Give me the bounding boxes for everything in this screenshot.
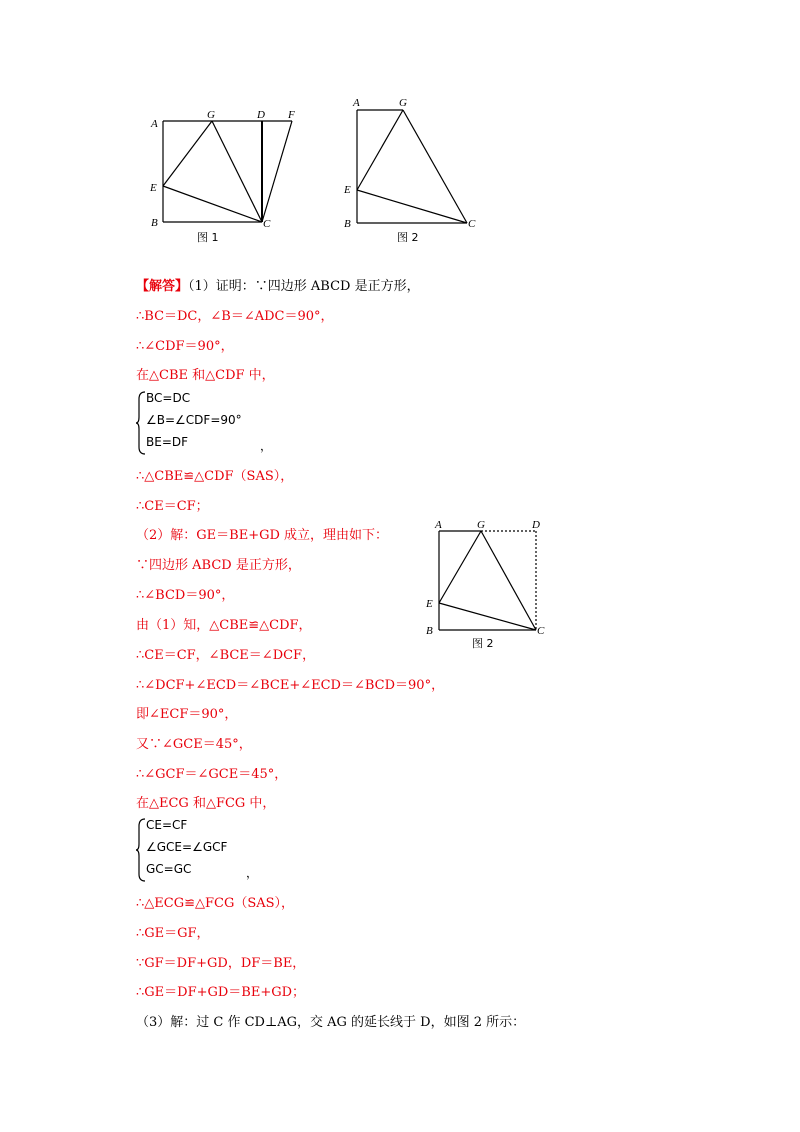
system2-tail: ，: [246, 866, 259, 880]
solution-line-15: ∴∠GCF＝∠GCE＝45°，: [136, 767, 288, 782]
solution-line-16: 在△ECG 和△FCG 中，: [136, 796, 276, 811]
fig1-caption: 图 1: [197, 231, 219, 244]
solution-line-11: ∴CE＝CF，∠BCE＝∠DCF，: [136, 648, 316, 663]
system1-row-2: ∠B=∠CDF=90°: [146, 413, 242, 427]
fig3-label-a: A: [435, 519, 442, 531]
fig1-label-f: F: [288, 109, 295, 121]
fig1-label-b: B: [151, 217, 158, 229]
brace-icon: [136, 391, 146, 455]
fig3-label-d: D: [532, 519, 540, 531]
solution-line-7: （2）解：GE＝BE+GD 成立，理由如下：: [136, 528, 389, 543]
figure-1: [140, 100, 310, 245]
brace-icon: [136, 818, 146, 882]
solution-line-21: （3）解：过 C 作 CD⊥AG，交 AG 的延长线于 D，如图 2 所示：: [136, 1015, 526, 1030]
solution-line-19: ∵GF＝DF+GD，DF＝BE，: [136, 956, 306, 971]
solution-line-12: ∴∠DCF+∠ECD＝∠BCE+∠ECD＝∠BCD＝90°，: [136, 678, 445, 693]
fig2-label-a: A: [353, 97, 360, 109]
solution-line-2: ∴BC＝DC，∠B＝∠ADC＝90°，: [136, 309, 334, 324]
solution-line-9: ∴∠BCD＝90°，: [136, 588, 235, 603]
fig2-label-g: G: [399, 97, 407, 109]
fig1-label-e: E: [150, 182, 157, 194]
fig3-label-g: G: [477, 519, 485, 531]
fig1-label-c: C: [263, 218, 271, 230]
solution-line-17: ∴△ECG≌△FCG（SAS），: [136, 896, 295, 911]
equation-system-1: [136, 391, 336, 455]
solution-line-1: [136, 275, 420, 294]
system1-row-1: BC=DC: [146, 391, 191, 405]
solution-line-13: 即∠ECF＝90°，: [136, 707, 238, 722]
fig1-label-d: D: [257, 109, 265, 121]
fig1-label-g: G: [207, 109, 215, 121]
system1-row-3: BE=DF: [146, 435, 189, 449]
fig3-caption: 图 2: [472, 637, 494, 650]
figure-3: [418, 518, 558, 653]
figure-2: [335, 92, 485, 242]
system2-row-2: ∠GCE=∠GCF: [146, 840, 228, 854]
solution-line-5: ∴△CBE≌△CDF（SAS），: [136, 469, 294, 484]
system2-row-1: CE=CF: [146, 818, 188, 832]
solution-line-10: 由（1）知，△CBE≌△CDF，: [136, 618, 312, 633]
answer-tag: 【解答】: [136, 279, 189, 294]
system1-tail: ，: [260, 439, 273, 453]
fig2-caption: 图 2: [397, 231, 419, 242]
fig3-label-c: C: [537, 625, 545, 637]
solution-line-4: 在△CBE 和△CDF 中，: [136, 368, 275, 383]
solution-line-18: ∴GE＝GF，: [136, 926, 210, 941]
line-text: （1）证明：∵四边形 ABCD 是正方形，: [188, 279, 420, 294]
fig1-label-a: A: [151, 118, 158, 130]
solution-line-6: ∴CE＝CF；: [136, 499, 209, 514]
solution-line-14: 又∵∠GCE＝45°，: [136, 737, 252, 752]
equation-system-2: [136, 818, 336, 882]
fig3-label-b: B: [426, 625, 433, 637]
system2-row-3: GC=GC: [146, 862, 192, 876]
fig2-label-e: E: [344, 184, 351, 196]
solution-line-3: ∴∠CDF＝90°，: [136, 339, 234, 354]
fig2-label-c: C: [468, 218, 476, 230]
fig3-label-e: E: [426, 598, 433, 610]
solution-line-20: ∴GE＝DF+GD＝BE+GD；: [136, 985, 306, 1000]
solution-line-8: ∵四边形 ABCD 是正方形，: [136, 558, 301, 573]
fig2-label-b: B: [344, 218, 351, 230]
